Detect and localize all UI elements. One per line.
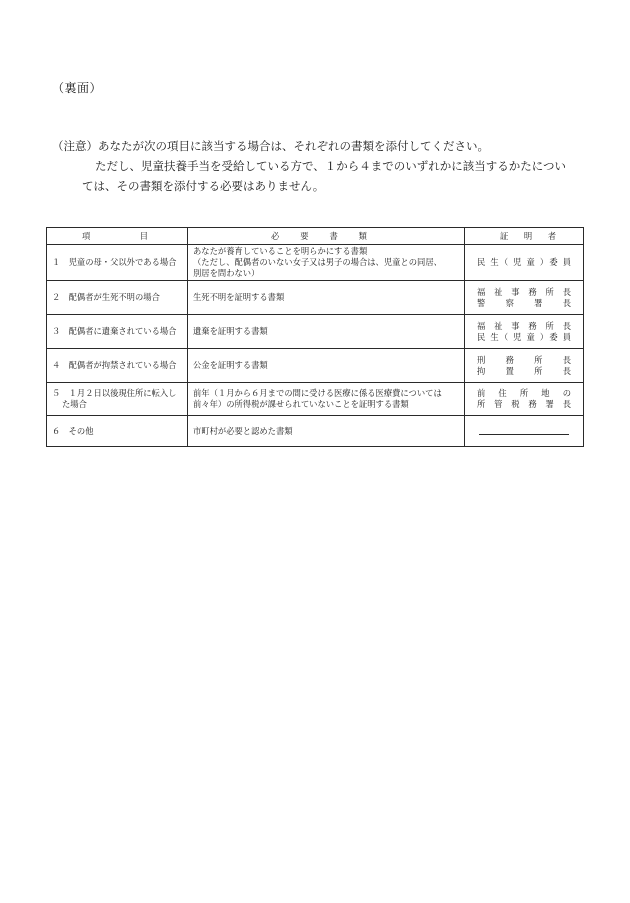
row-cert <box>465 245 584 281</box>
row-docs <box>188 315 465 349</box>
row-item-line: ５ １月２日以後現住所に転入し <box>52 388 177 398</box>
row-cert-line: 福 祉 事 務 所 長 <box>477 286 571 297</box>
row-item-line: た場合 <box>62 399 87 409</box>
header-cert-char: 証 <box>500 231 509 241</box>
header-cert-char: 明 <box>523 231 533 241</box>
table-row <box>47 416 584 447</box>
row-docs <box>188 245 465 281</box>
row-docs-line: 市町村が必要と認めた書類 <box>193 425 293 436</box>
table-row <box>47 383 584 416</box>
row-docs <box>188 349 465 383</box>
row-cert-line: 民 生（ 児 童 ）委 員 <box>477 257 571 267</box>
row-cert <box>465 349 584 383</box>
row-docs <box>188 281 465 315</box>
note-block <box>52 136 592 196</box>
header-docs-char: 類 <box>358 231 367 241</box>
header-item-char: 目 <box>139 231 148 241</box>
row-docs-line: 前年（１月から６月までの間に受ける医療に係る医療費については <box>193 388 442 398</box>
header-docs-char: 要 <box>300 231 309 241</box>
row-docs-line: 前々年）の所得税が課せられていないことを証明する書類 <box>193 399 409 409</box>
header-cert-char: 者 <box>547 231 556 241</box>
row-cert-line: 所 管 税 務 署 長 <box>477 399 571 409</box>
row-cert <box>465 281 584 315</box>
row-docs-line: あなたが養育していることを明らかにする書類 <box>193 246 368 256</box>
row-cert-blank <box>465 416 584 447</box>
row-item: ６ その他 <box>47 416 188 447</box>
row-cert-line: 拘 置 所 長 <box>477 365 571 376</box>
row-cert-line: 福 祉 事 務 所 長 <box>477 320 571 331</box>
row-docs-line: （ただし、配偶者のいない女子又は男子の場合は、児童との同居、 <box>193 257 442 267</box>
row-item: １ 児童の母・父以外である場合 <box>47 245 188 281</box>
row-docs-line: 別居を問わない） <box>193 268 260 278</box>
header-item <box>47 228 188 245</box>
header-item-char: 項 <box>82 231 91 241</box>
table-row <box>47 245 584 281</box>
page-title: （裏面） <box>52 81 103 95</box>
row-cert <box>465 383 584 416</box>
row-docs-line: 遺棄を証明する書類 <box>193 326 268 336</box>
row-cert-line: 民 生（ 児 童 ）委 員 <box>477 331 571 342</box>
row-item <box>47 383 188 416</box>
row-cert <box>465 315 584 349</box>
note-line-3: ては、その書類を添付する必要はありません。 <box>82 179 325 193</box>
table-row <box>47 349 584 383</box>
row-docs <box>188 416 465 447</box>
row-docs-line: 公金を証明する書類 <box>193 360 268 370</box>
required-documents-table <box>46 227 584 447</box>
row-item: ２ 配偶者が生死不明の場合 <box>47 281 188 315</box>
table-row <box>47 315 584 349</box>
table-row <box>47 281 584 315</box>
row-item: ４ 配偶者が拘禁されている場合 <box>47 349 188 383</box>
header-docs <box>188 228 465 245</box>
row-docs-line: 生死不明を証明する書類 <box>193 292 285 302</box>
header-cert <box>465 228 584 245</box>
row-cert-line: 刑 務 所 長 <box>477 354 571 365</box>
note-line-2: ただし、児童扶養手当を受給している方で、１から４までのいずれかに該当するかたについ <box>95 159 567 173</box>
row-docs <box>188 383 465 416</box>
row-cert-line: 警 察 署 長 <box>477 297 571 308</box>
signature-line <box>479 428 569 435</box>
row-item: ３ 配偶者に遺棄されている場合 <box>47 315 188 349</box>
row-cert-line: 前 住 所 地 の <box>477 388 571 398</box>
table-header-row <box>47 228 584 245</box>
header-docs-char: 必 <box>271 231 280 241</box>
header-docs-char: 書 <box>329 231 338 241</box>
note-line-1: （注意）あなたが次の項目に該当する場合は、それぞれの書類を添付してください。 <box>52 139 489 153</box>
